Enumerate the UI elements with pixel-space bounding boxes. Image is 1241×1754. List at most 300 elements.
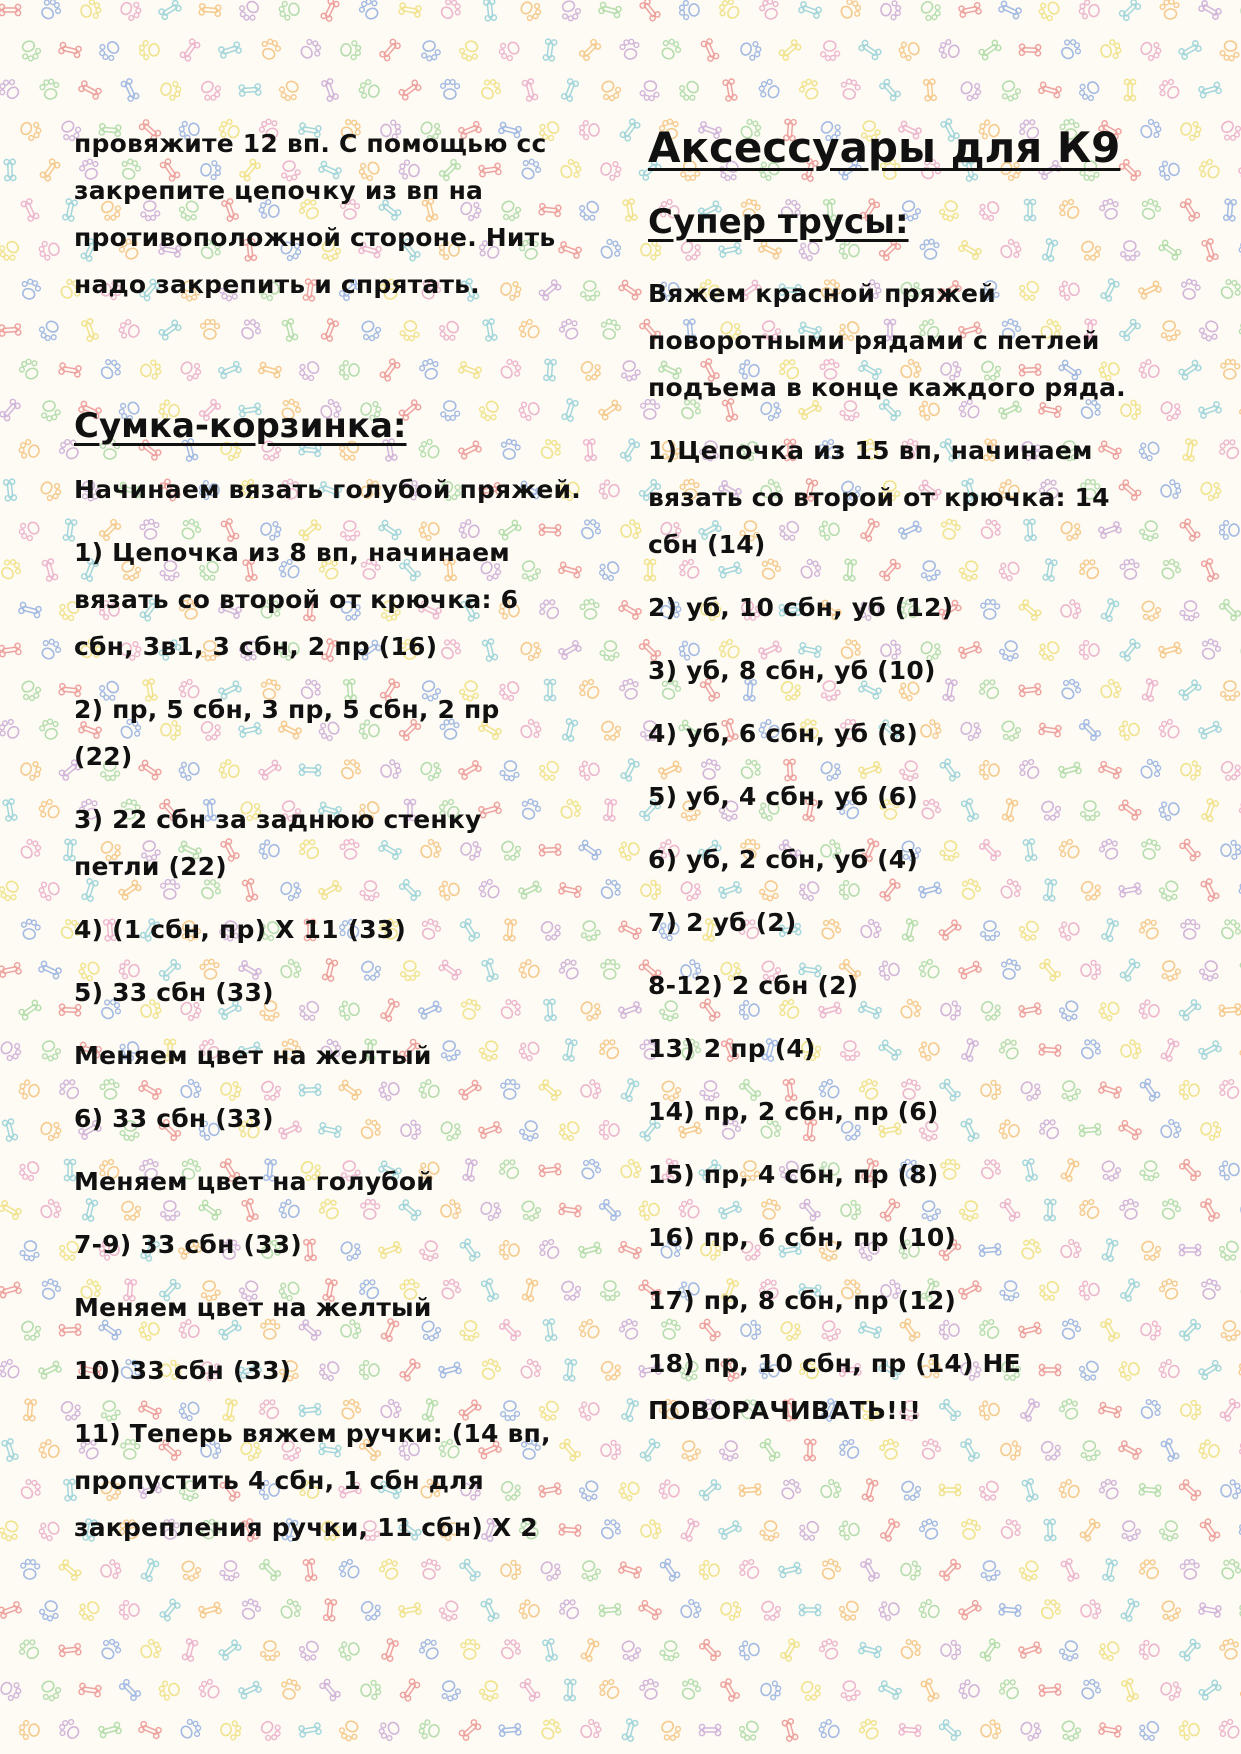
paw-icon xyxy=(1179,600,1200,622)
bone-icon xyxy=(138,1721,162,1739)
paw-icon xyxy=(678,1438,702,1462)
paw-icon xyxy=(1216,1076,1241,1103)
paw-icon xyxy=(501,1560,521,1580)
bone-icon xyxy=(159,1598,181,1622)
bone-icon xyxy=(1118,0,1141,21)
paw-icon xyxy=(1221,840,1241,860)
bone-icon xyxy=(939,1484,960,1495)
paw-icon xyxy=(1219,1320,1241,1342)
text-line: (22) xyxy=(74,742,133,771)
paw-icon xyxy=(1137,1237,1164,1264)
paw-icon xyxy=(1139,1640,1159,1660)
paw-icon xyxy=(257,1717,284,1744)
bone-icon xyxy=(459,1558,481,1581)
bone-icon xyxy=(780,1638,800,1662)
paw-icon xyxy=(597,1357,624,1384)
bone-icon xyxy=(1120,1598,1139,1622)
bone-icon xyxy=(18,602,41,618)
paw-icon xyxy=(979,1719,1002,1741)
bone-icon xyxy=(0,4,21,15)
paw-icon xyxy=(138,1637,163,1662)
text-line: 11) Теперь вяжем ручки: (14 вп, xyxy=(74,1419,551,1448)
bone-icon xyxy=(778,1562,801,1578)
bone-icon xyxy=(78,80,102,100)
paw-icon xyxy=(279,1678,302,1701)
paw-icon xyxy=(377,1718,403,1743)
paw-icon xyxy=(897,38,921,62)
bone-icon xyxy=(0,1200,22,1220)
paw-icon xyxy=(377,1557,402,1582)
paw-icon xyxy=(36,1518,62,1544)
paw-icon xyxy=(997,1516,1024,1543)
bone-icon xyxy=(120,78,139,102)
bone-icon xyxy=(799,1604,820,1615)
text-line: провяжите 12 вп. С помощью сс xyxy=(74,129,547,158)
text-line: сбн (14) xyxy=(648,530,766,559)
shorts-section-title: Супер трусы: xyxy=(648,202,909,242)
paw-icon xyxy=(36,317,62,344)
paw-icon xyxy=(517,0,543,23)
bone-icon xyxy=(621,1078,640,1102)
bone-icon xyxy=(938,1719,961,1742)
paw-icon xyxy=(757,1597,784,1624)
bone-icon xyxy=(958,2,981,17)
paw-icon xyxy=(597,77,623,103)
bone-icon xyxy=(1158,239,1182,260)
paw-icon xyxy=(518,1599,541,1621)
paw-icon xyxy=(878,1438,901,1461)
bone-icon xyxy=(638,1600,662,1621)
bone-icon xyxy=(239,84,261,97)
paw-icon xyxy=(1137,358,1161,382)
paw-icon xyxy=(1159,1678,1183,1702)
bone-icon xyxy=(399,1603,422,1618)
text-line: 5) уб, 4 сбн, уб (6) xyxy=(648,782,919,811)
bone-icon xyxy=(542,1638,557,1661)
text-line: 2) пр, 5 сбн, 3 пр, 5 сбн, 2 пр xyxy=(74,695,500,724)
bone-icon xyxy=(299,1723,322,1738)
paw-icon xyxy=(440,79,459,99)
paw-icon xyxy=(1237,1117,1241,1144)
text-line: 7) 2 уб (2) xyxy=(648,908,797,937)
paw-icon xyxy=(1158,1518,1182,1542)
bone-icon xyxy=(0,324,21,337)
bone-icon xyxy=(141,1558,160,1582)
paw-icon xyxy=(297,36,324,62)
paw-icon xyxy=(1058,1718,1084,1744)
bone-icon xyxy=(1139,1078,1160,1102)
bone-icon xyxy=(1019,44,1041,56)
bone-icon xyxy=(620,438,641,462)
paw-icon xyxy=(20,1559,40,1579)
paw-icon xyxy=(1196,157,1222,183)
bone-icon xyxy=(561,78,579,102)
paw-icon xyxy=(38,717,62,741)
paw-icon xyxy=(941,1640,961,1659)
bone-icon xyxy=(522,78,538,101)
paw-icon xyxy=(699,1560,719,1579)
bone-icon xyxy=(1158,642,1181,658)
paw-icon xyxy=(477,76,504,103)
paw-icon xyxy=(1018,1718,1044,1743)
bone-icon xyxy=(381,1638,399,1662)
bone-icon xyxy=(218,1639,242,1661)
bone-icon xyxy=(1079,1518,1100,1542)
bone-icon xyxy=(998,0,1022,19)
paw-icon xyxy=(437,0,464,23)
paw-icon xyxy=(599,159,622,182)
page-title: Аксессуары для К9 xyxy=(648,123,1121,172)
bone-icon xyxy=(739,1483,761,1496)
paw-icon xyxy=(1118,1519,1142,1543)
paw-icon xyxy=(958,1679,981,1701)
paw-icon xyxy=(357,78,381,102)
paw-icon xyxy=(1036,0,1062,23)
paw-icon xyxy=(38,1118,63,1143)
paw-icon xyxy=(1179,1720,1200,1741)
bone-icon xyxy=(18,999,42,1020)
paw-icon xyxy=(277,1597,303,1623)
bone-icon xyxy=(699,1638,722,1661)
bone-icon xyxy=(720,1678,740,1702)
paw-icon xyxy=(36,797,62,823)
paw-icon xyxy=(716,0,743,23)
paw-icon xyxy=(739,39,762,62)
paw-icon xyxy=(38,1277,63,1302)
paw-icon xyxy=(736,1717,763,1744)
paw-icon xyxy=(1198,959,1222,983)
bone-icon xyxy=(622,1718,639,1741)
paw-icon xyxy=(37,477,63,503)
bone-icon xyxy=(1201,558,1219,582)
bone-icon xyxy=(1102,1558,1117,1581)
paw-icon xyxy=(537,1716,563,1742)
paw-icon xyxy=(756,77,782,103)
bone-icon xyxy=(319,1678,341,1701)
bone-icon xyxy=(1223,199,1236,221)
bone-icon xyxy=(483,0,496,21)
paw-icon xyxy=(617,1638,643,1664)
paw-icon xyxy=(497,1636,524,1663)
paw-icon xyxy=(0,1518,22,1544)
paw-icon xyxy=(18,118,43,143)
paw-icon xyxy=(177,1558,203,1584)
paw-icon xyxy=(496,37,522,63)
bone-icon xyxy=(1198,401,1222,419)
paw-icon xyxy=(419,1558,442,1581)
paw-icon xyxy=(118,0,143,23)
bone-icon xyxy=(399,3,422,18)
bone-icon xyxy=(860,1558,880,1582)
bone-icon xyxy=(618,1561,642,1578)
paw-icon xyxy=(1140,1320,1162,1341)
bone-icon xyxy=(1060,1558,1079,1582)
paw-icon xyxy=(1157,878,1183,904)
bone-icon xyxy=(1199,1518,1220,1542)
paw-icon xyxy=(97,1636,123,1662)
paw-icon xyxy=(600,1281,619,1301)
bone-icon xyxy=(618,1001,642,1019)
paw-icon xyxy=(1078,0,1100,21)
text-line: 13) 2 пр (4) xyxy=(648,1034,816,1063)
paw-icon xyxy=(1237,238,1241,262)
paw-icon xyxy=(38,1038,63,1063)
paw-icon xyxy=(918,1437,943,1462)
paw-icon xyxy=(1217,1556,1241,1583)
paw-icon xyxy=(880,0,901,20)
paw-icon xyxy=(736,1556,763,1583)
bone-icon xyxy=(1142,678,1158,701)
bone-icon xyxy=(1219,1398,1240,1422)
paw-icon xyxy=(597,717,624,744)
bone-icon xyxy=(618,279,642,300)
paw-icon xyxy=(37,878,61,902)
paw-icon xyxy=(877,1598,901,1621)
paw-icon xyxy=(1216,1717,1241,1743)
bone-icon xyxy=(598,2,621,18)
paw-icon xyxy=(38,1599,62,1623)
paw-icon xyxy=(1217,757,1241,784)
bone-icon xyxy=(4,159,16,181)
bone-icon xyxy=(879,78,902,101)
bone-icon xyxy=(1179,1244,1200,1255)
text-line: 1)Цепочка из 15 вп, начинаем xyxy=(648,436,1093,465)
bag-section-title: Сумка-корзинка: xyxy=(74,406,407,446)
bone-icon xyxy=(1179,838,1201,861)
paw-icon xyxy=(1077,1676,1103,1703)
paw-icon xyxy=(37,636,63,662)
paw-icon xyxy=(419,39,442,62)
paw-icon xyxy=(676,77,703,104)
text-line: 17) пр, 8 сбн, пр (12) xyxy=(648,1286,957,1315)
bone-icon xyxy=(939,1558,962,1581)
paw-icon xyxy=(37,0,64,23)
paw-icon xyxy=(478,1679,502,1703)
paw-icon xyxy=(0,877,23,904)
paw-icon xyxy=(37,1438,61,1462)
paw-icon xyxy=(979,1560,1001,1582)
bone-icon xyxy=(639,0,661,22)
paw-icon xyxy=(777,1476,803,1502)
paw-icon xyxy=(1017,1558,1043,1584)
bone-icon xyxy=(259,1559,282,1582)
paw-icon xyxy=(1219,1160,1241,1181)
bone-icon xyxy=(623,199,638,222)
paw-icon xyxy=(1079,1440,1101,1462)
paw-icon xyxy=(37,1678,63,1704)
bone-icon xyxy=(1160,1438,1179,1462)
paw-icon xyxy=(0,716,23,743)
bone-icon xyxy=(238,1681,262,1700)
paw-icon xyxy=(597,236,624,262)
paw-icon xyxy=(817,1717,842,1742)
paw-icon xyxy=(678,1677,703,1702)
paw-icon xyxy=(1180,760,1201,781)
paw-icon xyxy=(278,0,301,21)
paw-icon xyxy=(336,1557,362,1583)
bone-icon xyxy=(599,1199,622,1222)
paw-icon xyxy=(0,237,23,264)
bone-icon xyxy=(778,39,801,61)
paw-icon xyxy=(917,1517,942,1542)
bone-icon xyxy=(680,1518,699,1542)
paw-icon xyxy=(17,1317,44,1344)
paw-icon xyxy=(177,1717,203,1743)
paw-icon xyxy=(996,1676,1023,1703)
paw-icon xyxy=(1136,1717,1163,1744)
bone-icon xyxy=(399,1678,420,1702)
paw-icon xyxy=(1037,1437,1064,1464)
paw-icon xyxy=(1057,36,1084,63)
paw-icon xyxy=(17,677,43,703)
paw-icon xyxy=(96,37,123,64)
paw-icon xyxy=(1158,1197,1183,1222)
bone-icon xyxy=(458,1719,481,1742)
bone-icon xyxy=(619,118,641,142)
bone-icon xyxy=(880,1518,900,1542)
paw-icon xyxy=(1219,1638,1241,1661)
bone-icon xyxy=(1178,679,1202,701)
bone-icon xyxy=(580,1638,599,1662)
bone-icon xyxy=(0,1601,22,1619)
bone-icon xyxy=(543,39,557,62)
bone-icon xyxy=(3,799,18,822)
paw-icon xyxy=(1138,117,1163,142)
bone-icon xyxy=(1121,1678,1139,1702)
paw-icon xyxy=(1179,278,1201,301)
bone-icon xyxy=(878,1680,902,1700)
paw-icon xyxy=(596,1036,623,1063)
bone-icon xyxy=(718,1520,742,1540)
paw-icon xyxy=(1097,1476,1123,1502)
text-line: закрепления ручки, 11 сбн) Х 2 xyxy=(74,1513,538,1542)
paw-icon xyxy=(1138,38,1163,63)
bone-icon xyxy=(379,38,401,61)
paw-icon xyxy=(617,1478,643,1503)
paw-icon xyxy=(39,399,62,422)
paw-icon xyxy=(56,1716,83,1743)
bone-icon xyxy=(179,38,200,62)
paw-icon xyxy=(599,1120,619,1139)
paw-icon xyxy=(17,1476,44,1503)
paw-icon xyxy=(619,518,642,541)
paw-icon xyxy=(1137,757,1163,783)
paw-icon xyxy=(99,1559,122,1582)
paw-icon xyxy=(119,1600,139,1619)
text-line: закрепите цепочку из вп на xyxy=(74,176,484,205)
text-line: Вяжем красной пряжей xyxy=(648,279,996,308)
bone-icon xyxy=(798,1,822,19)
paw-icon xyxy=(836,1436,863,1463)
bone-icon xyxy=(58,1559,81,1581)
paw-icon xyxy=(1136,916,1162,943)
bone-icon xyxy=(1124,79,1135,100)
paw-icon xyxy=(17,836,44,862)
bone-icon xyxy=(1198,721,1222,740)
paw-icon xyxy=(38,1197,63,1222)
paw-icon xyxy=(1217,117,1241,144)
bone-icon xyxy=(599,1603,621,1616)
paw-icon xyxy=(1058,1638,1082,1662)
paw-icon xyxy=(959,1518,982,1541)
bone-icon xyxy=(1201,238,1218,262)
paw-icon xyxy=(1236,796,1241,823)
bone-icon xyxy=(20,198,39,222)
paw-icon xyxy=(718,1439,742,1463)
text-line: подъема в конце каждого ряда. xyxy=(648,373,1126,402)
bone-icon xyxy=(499,1723,521,1736)
bone-icon xyxy=(699,1724,720,1735)
paw-icon xyxy=(416,1636,442,1663)
bone-icon xyxy=(621,1398,639,1422)
paw-icon xyxy=(617,838,641,862)
paw-icon xyxy=(1099,38,1122,61)
bone-icon xyxy=(1201,798,1219,822)
text-line: 6) 33 сбн (33) xyxy=(74,1104,274,1133)
paw-icon xyxy=(196,1677,222,1703)
paw-icon xyxy=(578,1717,603,1742)
text-line: Меняем цвет на голубой xyxy=(74,1167,434,1196)
paw-icon xyxy=(897,1477,924,1504)
paw-icon xyxy=(857,1716,883,1742)
paw-icon xyxy=(618,677,641,701)
paw-icon xyxy=(296,1637,323,1664)
bone-icon xyxy=(639,1438,660,1462)
text-line: 4) (1 сбн, пр) Х 11 (33) xyxy=(74,915,407,944)
paw-icon xyxy=(619,38,640,60)
paw-icon xyxy=(238,1597,263,1622)
paw-icon xyxy=(596,1676,623,1703)
paw-icon xyxy=(1219,1479,1241,1501)
bone-icon xyxy=(0,962,22,977)
right-column xyxy=(648,120,1128,1434)
paw-icon xyxy=(1138,519,1162,543)
bone-icon xyxy=(1178,999,1201,1022)
paw-icon xyxy=(139,40,159,59)
bone-icon xyxy=(0,643,21,657)
paw-icon xyxy=(197,77,224,104)
bone-icon xyxy=(1139,1483,1161,1496)
paw-icon xyxy=(957,77,983,103)
text-line: противоположной стороне. Нить xyxy=(74,223,556,252)
paw-icon xyxy=(1180,1559,1200,1580)
bone-icon xyxy=(1183,439,1198,462)
bone-icon xyxy=(218,41,242,58)
bone-icon xyxy=(759,1438,780,1462)
bone-icon xyxy=(564,1679,576,1701)
bone-icon xyxy=(1179,1158,1202,1181)
bone-icon xyxy=(519,1678,540,1702)
paw-icon xyxy=(1139,838,1162,861)
bone-icon xyxy=(1179,1318,1202,1341)
bone-icon xyxy=(579,39,602,62)
bone-icon xyxy=(199,3,221,16)
paw-icon xyxy=(16,1157,43,1184)
bone-icon xyxy=(1178,359,1202,380)
bone-icon xyxy=(899,1723,921,1736)
text-line: поворотными рядами с петлей xyxy=(648,326,1100,355)
text-line: надо закрепить и спрятать. xyxy=(74,270,480,299)
paw-icon xyxy=(796,1517,823,1544)
bone-icon xyxy=(320,0,339,22)
paw-icon xyxy=(1136,438,1162,464)
paw-icon xyxy=(600,959,620,979)
paw-icon xyxy=(837,0,864,23)
text-line: сбн, 3в1, 3 сбн, 2 пр (16) xyxy=(74,632,438,661)
bone-icon xyxy=(2,1118,18,1141)
paw-icon xyxy=(418,1719,441,1741)
bone-icon xyxy=(0,1282,22,1299)
